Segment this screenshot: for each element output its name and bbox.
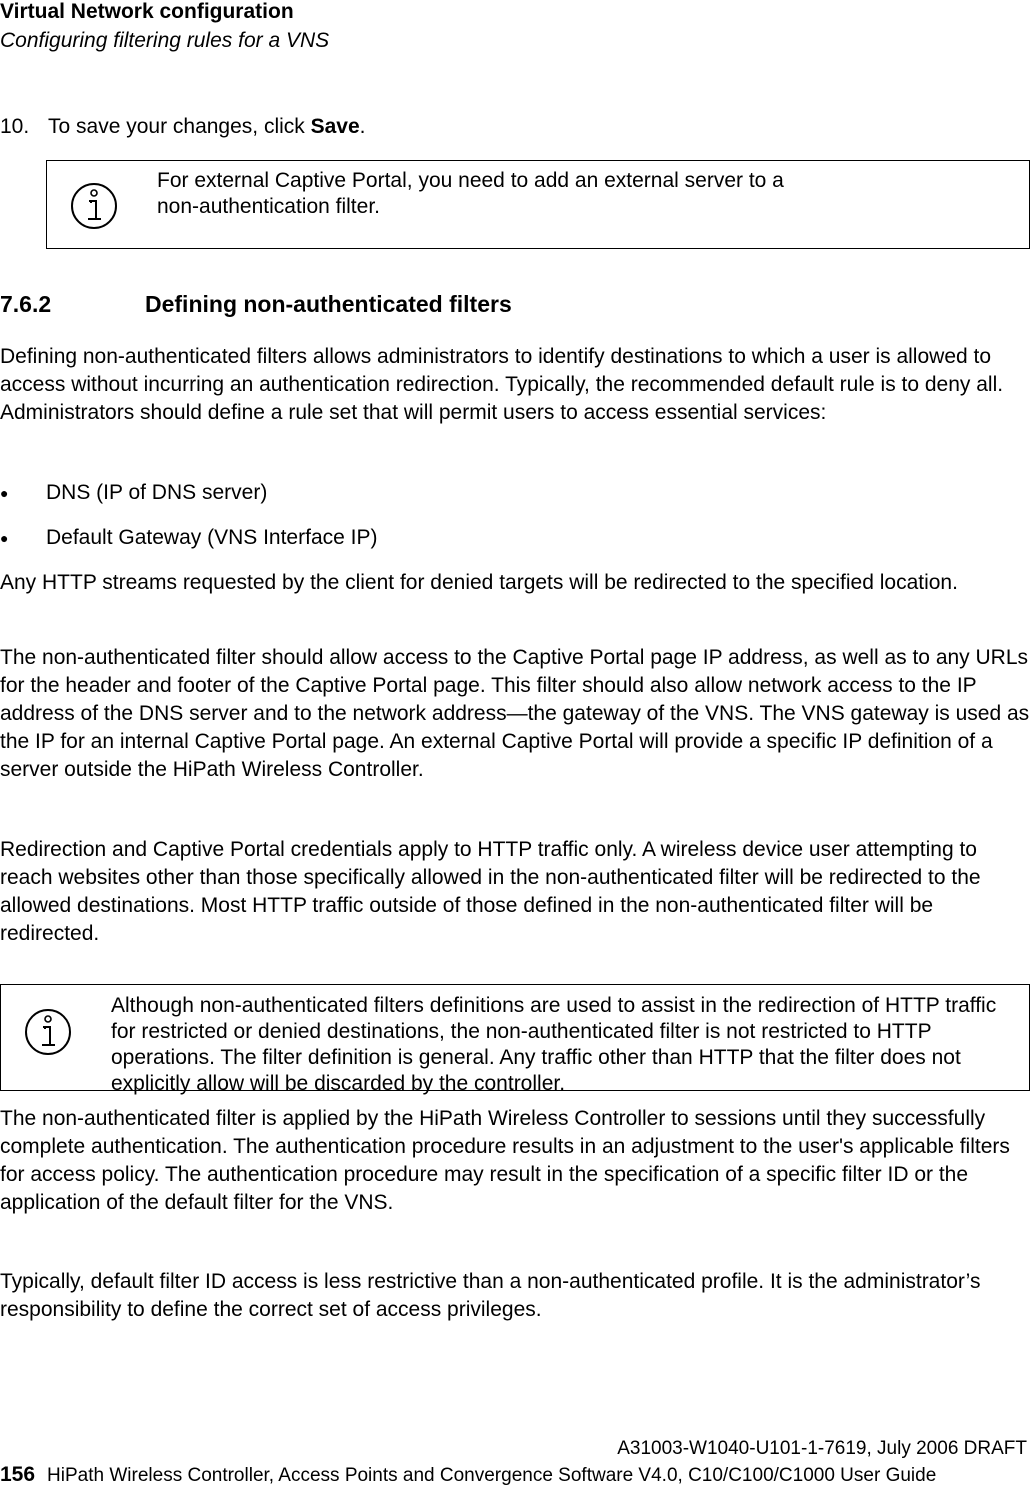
footer-line [0,1463,936,1488]
header-title: Virtual Network configuration [0,0,294,23]
note-line-1: For external Captive Portal, you need to add an external server to a [157,169,784,192]
info-icon [69,181,119,231]
paragraph-http-streams: Any HTTP streams requested by the client for denied targets will be redirected to the specified location. [0,571,958,594]
step-text-end: . [359,115,366,138]
info-icon [23,1007,73,1057]
paragraph-intro: Defining non-authenticated filters allows administrators to identify destinations to which a user is allowed to access without incurring an authentication redirection. Typically, the recommended default rule is to deny all. Administrators should define a rule set that will permit users to access essential services: [0,345,1004,424]
bullet-text: Default Gateway (VNS Interface IP) [46,526,378,549]
bullet-marker: ● [0,485,9,501]
guide-title: HiPath Wireless Controller, Access Points and Convergence Software V4.0, C10/C100/C1000 User Guide [47,1465,937,1486]
note-text: Although non-authenticated filters definitions are used to assist in the redirection of HTTP traffic for restricted or denied destinations, the non-authenticated filter is not restricted to HTTP operations. The filter definition is general. Any traffic other than HTTP that the filter does not explicitly allow will be discarded by the controller. [111,994,997,1095]
note-box-external-portal [46,160,1030,249]
bullet-marker: ● [0,530,9,546]
step-number: 10. [0,115,30,138]
bullet-text: DNS (IP of DNS server) [46,481,268,504]
page-number: 156 [0,1463,36,1486]
footer-doc-id: A31003-W1040-U101-1-7619, July 2006 DRAFT [617,1438,1027,1459]
step-10 [0,113,366,141]
paragraph-filter-access: The non-authenticated filter should allow access to the Captive Portal page IP address, as well as to any URLs for the header and footer of the Captive Portal page. This filter should also allow network access to the IP address of the DNS server and to the network address—the gateway of the VNS. The VNS gateway is used as the IP for an internal Captive Portal page. An external Captive Portal will provide a specific IP definition of a server outside the HiPath Wireless Controller. [0,646,1030,781]
step-text: To save your changes, click [48,115,311,138]
paragraph-typically: Typically, default filter ID access is less restrictive than a non-authenticated profile. It is the administrator’s responsibility to define the correct set of access privileges. [0,1270,981,1321]
note-box-http-operations [0,984,1030,1095]
section-number: 7.6.2 [0,291,52,317]
section-title: Defining non-authenticated filters [145,291,512,317]
paragraph-redirection: Redirection and Captive Portal credentials apply to HTTP traffic only. A wireless device user attempting to reach websites other than those specifically allowed in the non-authenticated filter will be redirected to the allowed destinations. Most HTTP traffic outside of those defined in the non-authenticated filter will be redirected. [0,838,981,945]
paragraph-applied: The non-authenticated filter is applied by the HiPath Wireless Controller to sessions until they successfully complete authentication. The authentication procedure results in an adjustment to the user's applicable filters for access policy. The authentication procedure may result in the specification of a specific filter ID or the application of the default filter for the VNS. [0,1107,1010,1214]
note-line-2: non-authentication filter. [157,195,380,218]
header-subtitle: Configuring filtering rules for a VNS [0,29,330,52]
save-keyword: Save [310,115,360,138]
note-text [157,168,1017,220]
